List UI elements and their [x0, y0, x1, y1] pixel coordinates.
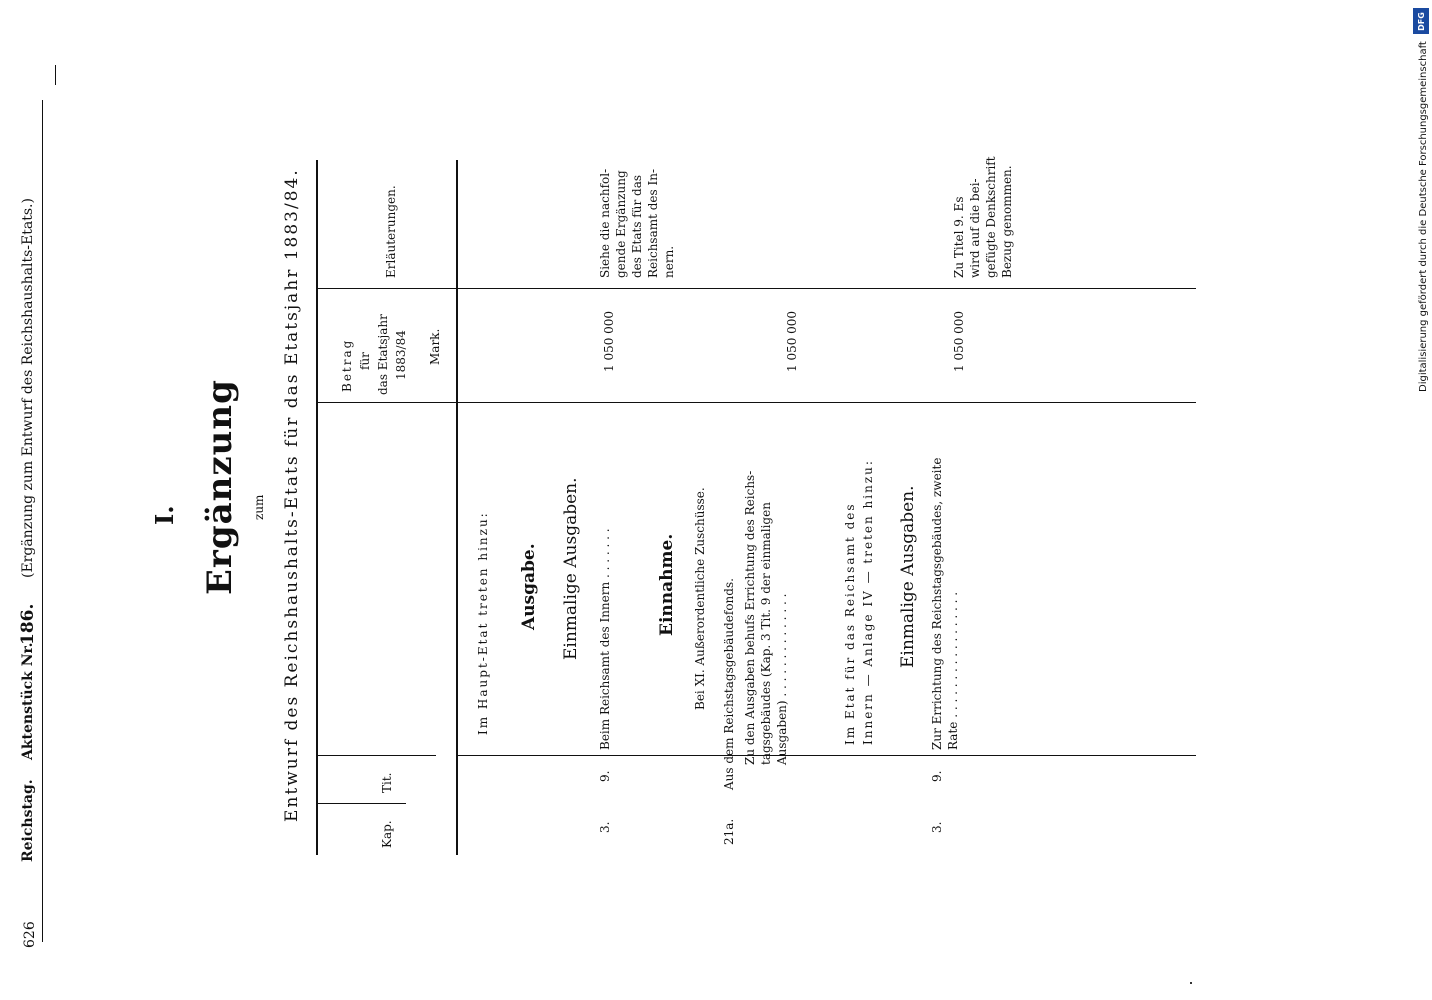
row1-note-4: Reichsamt des In- — [646, 168, 660, 278]
col-header-betrag-1: Betrag — [340, 338, 354, 392]
col-header-betrag-3: das Etatsjahr — [376, 314, 390, 395]
title-main: Ergänzung — [200, 379, 240, 595]
row1-tit: 9. — [598, 770, 612, 782]
running-head-number: 186. — [18, 603, 38, 645]
row3-note-2: wird auf die bei- — [968, 178, 982, 278]
row1-note-5: nern. — [662, 245, 676, 278]
edge-mark — [55, 65, 56, 85]
table-rule-header-bottom — [456, 160, 458, 855]
row1-note-2: gende Ergänzung — [614, 170, 628, 278]
row3-note-4: Bezug genommen. — [1000, 165, 1014, 278]
col-header-kap: Kap. — [380, 820, 394, 848]
row3-kap: 3. — [930, 821, 944, 833]
row2-kap: 21a. — [722, 818, 736, 845]
title-numeral: I. — [150, 505, 179, 525]
aus-dem-fonds: Aus dem Reichstagsgebäudefonds. — [722, 578, 736, 790]
section-ausgabe: Ausgabe. — [519, 543, 539, 630]
col-header-erlaeuterungen: Erläuterungen. — [384, 185, 398, 278]
col-header-betrag-2: für — [358, 352, 372, 370]
page-number: 626 — [22, 921, 38, 948]
row1-note-3: des Etats für das — [630, 174, 644, 278]
row2-amount: 1 050 000 — [785, 310, 799, 372]
section-einmalige-2: Einmalige Ausgaben. — [898, 485, 918, 668]
im-etat-2: Innern — Anlage IV — treten hinzu: — [861, 459, 875, 745]
row2-text-3: Ausgaben) . . . . . . . . . . . . . . — [775, 593, 789, 765]
row3-amount: 1 050 000 — [952, 310, 966, 372]
row3-text-2: Rate . . . . . . . . . . . . . . . . . — [946, 591, 960, 750]
row1-text: Beim Reichsamt des Innern . . . . . . . — [598, 528, 612, 750]
col-header-betrag-unit: Mark. — [428, 328, 442, 365]
page-number-rule — [42, 100, 43, 942]
row1-amount: 1 050 000 — [602, 310, 616, 372]
running-head-reichstag: Reichstag. — [20, 779, 36, 862]
running-head-subject: (Ergänzung zum Entwurf des Reichshaushalts-Etats.) — [20, 198, 36, 578]
row2-text-1: Zu den Ausgaben behufs Errichtung des Reichs- — [743, 470, 757, 765]
title-sub: Entwurf des Reichshaushalts-Etats für das Etatsjahr 1883/84. — [282, 168, 302, 822]
row3-text-1: Zur Errichtung des Reichstagsgebäudes, zweite — [930, 457, 944, 750]
body-intro: Im Haupt-Etat treten hinzu: — [476, 511, 490, 735]
row1-kap: 3. — [598, 821, 612, 833]
col-header-tit: Tit. — [380, 772, 394, 793]
col-rule-text-lower — [458, 755, 1196, 756]
col-rule-betrag — [318, 402, 1196, 403]
row2-text-2: tagsgebäudes (Kap. 3 Tit. 9 der einmaligen — [759, 502, 773, 765]
row3-note-3: gefügte Denkschrift — [984, 156, 998, 278]
bei-xi-heading: Bei XI. Außerordentliche Zuschüsse. — [693, 487, 707, 710]
speck — [1190, 982, 1192, 984]
running-head-aktenstueck: Aktenstück Nr. — [20, 642, 36, 760]
im-etat-1: Im Etat für das Reichsamt des — [843, 502, 857, 745]
title-zum: zum — [252, 494, 266, 520]
dfg-logo: DFG — [1413, 8, 1429, 34]
col-rule-text-left — [318, 755, 436, 756]
row1-note-1: Siehe die nachfol- — [598, 168, 612, 278]
col-rule-tit — [318, 803, 406, 804]
section-einmalige-1: Einmalige Ausgaben. — [561, 477, 581, 660]
col-header-betrag-4: 1883/84 — [394, 330, 408, 380]
section-einnahme: Einnahme. — [657, 533, 677, 636]
table-rule-top — [316, 160, 318, 855]
row3-tit: 9. — [930, 770, 944, 782]
row3-note-1: Zu Titel 9. Es — [952, 196, 966, 278]
col-rule-erlaeuterungen — [318, 288, 1196, 289]
digitization-note: Digitalisierung gefördert durch die Deutsche Forschungsgemeinschaft — [1418, 41, 1429, 392]
